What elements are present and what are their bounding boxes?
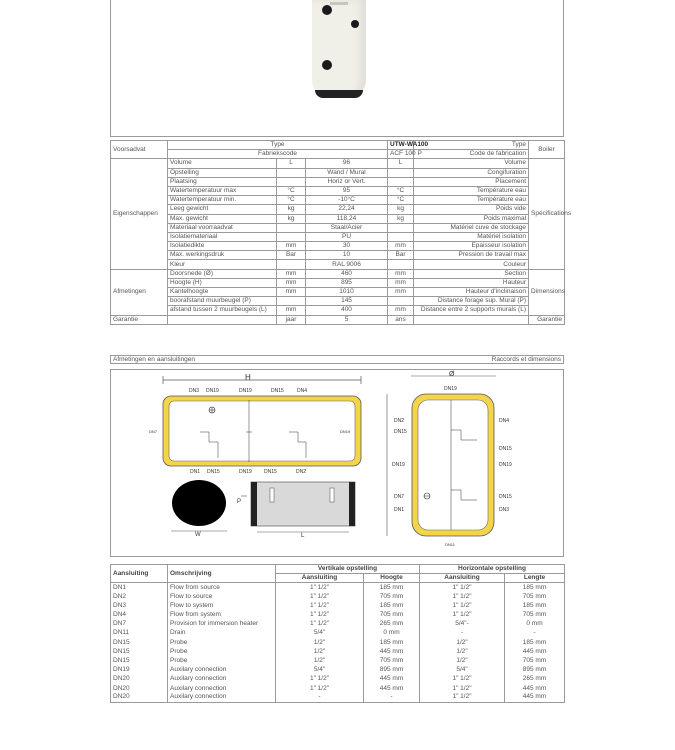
spec-label-fr: Distance entre 2 supports murals (L)	[414, 306, 529, 315]
vertical-height: 895 mm	[364, 666, 420, 675]
connection-description: Provision for immersion heater	[168, 620, 276, 629]
horizontal-connection: 1" 1/2"	[420, 675, 505, 684]
connection-dn: DN15	[111, 647, 168, 656]
horizontal-length: 185 mm	[505, 583, 565, 592]
spec-label-fr: Distance forage sup. Mural (P)	[414, 297, 529, 306]
vertical-connection: 1" 1/2"	[276, 684, 364, 693]
vertical-connection: 1/2"	[276, 647, 364, 656]
connection-label: DN15	[394, 429, 407, 435]
spec-label-fr: Matériel isolation	[414, 232, 529, 241]
spec-row	[111, 141, 565, 150]
connection-description: Probe	[168, 638, 276, 647]
spec-value: 1010	[306, 288, 388, 297]
spec-value: 22,24	[306, 205, 388, 214]
connection-label: DN15	[499, 446, 512, 452]
connection-port-icon	[322, 5, 332, 15]
spec-unit: mm	[388, 288, 414, 297]
horizontal-length: 705 mm	[505, 610, 565, 619]
vertical-connection: 1/2"	[276, 638, 364, 647]
spec-label-nl: Volume	[168, 159, 277, 168]
spec-unit: kg	[277, 205, 306, 214]
connection-label: DN15	[271, 388, 284, 394]
horizontal-length: 0 mm	[505, 620, 565, 629]
section-heading	[110, 355, 564, 364]
wall-mount-view-drawing	[237, 482, 355, 539]
vertical-connection: 1" 1/2"	[276, 601, 364, 610]
vertical-height: 445 mm	[364, 675, 420, 684]
spec-unit	[277, 232, 306, 241]
spec-unit	[277, 168, 306, 177]
spec-unit: mm	[388, 306, 414, 315]
spec-value: Horiz or Vert.	[306, 177, 388, 186]
spec-label-nl: Isolatiedikte	[168, 242, 277, 251]
horizontal-length: 445 mm	[505, 693, 565, 702]
connection-dn: DN3	[111, 601, 168, 610]
connection-label: DN1	[394, 507, 405, 513]
connection-row	[111, 684, 565, 693]
spec-label-fr: Température eau	[414, 196, 529, 205]
connection-row	[111, 638, 565, 647]
connection-label: DN2	[296, 469, 307, 475]
horizontal-connection: 1" 1/2"	[420, 693, 505, 702]
connection-description: Auxilary connection	[168, 693, 276, 702]
spec-unit: °C	[277, 196, 306, 205]
spec-label-fr: Poids maximal	[414, 214, 529, 223]
connection-row	[111, 666, 565, 675]
spec-unit	[388, 223, 414, 232]
vertical-top-label: DN19	[444, 386, 457, 392]
horizontal-length: 185 mm	[505, 638, 565, 647]
spec-unit: mm	[277, 278, 306, 287]
vertical-height: 0 mm	[364, 629, 420, 638]
technical-drawing	[110, 369, 564, 557]
spec-value: 95	[306, 186, 388, 195]
connection-row	[111, 647, 565, 656]
horizontal-length: 445 mm	[505, 647, 565, 656]
spec-label-fr: Type	[414, 141, 529, 150]
vertical-height: 185 mm	[364, 638, 420, 647]
spec-label-nl: Kantelhoogte	[168, 288, 277, 297]
horizontal-length: 185 mm	[505, 601, 565, 610]
spec-unit: °C	[277, 186, 306, 195]
connection-label: DN19	[239, 388, 252, 394]
spec-unit: mm	[388, 269, 414, 278]
spec-value: 118,24	[306, 214, 388, 223]
connection-label: DN15	[499, 494, 512, 500]
spec-label-nl: Fabriekscode	[168, 150, 388, 159]
connection-description: Flow from system	[168, 610, 276, 619]
spec-label-fr: Placement	[414, 177, 529, 186]
connection-label: DN3	[499, 507, 510, 513]
spec-value: 400	[306, 306, 388, 315]
spec-unit	[388, 168, 414, 177]
horizontal-length: 445 mm	[505, 684, 565, 693]
spec-label-nl: Opstelling	[168, 168, 277, 177]
spec-unit: kg	[388, 214, 414, 223]
col-h-lengte: Lengte	[505, 574, 565, 583]
vertical-height: 705 mm	[364, 656, 420, 665]
horizontal-connection: 1/2"	[420, 647, 505, 656]
boiler-tank-image	[312, 0, 366, 98]
connection-row	[111, 601, 565, 610]
spec-row	[111, 196, 565, 205]
connection-dn: DN7	[111, 620, 168, 629]
connection-description: Flow from source	[168, 583, 276, 592]
spec-unit: kg	[388, 205, 414, 214]
horizontal-connection: 5/4"	[420, 666, 505, 675]
spec-unit	[388, 297, 414, 306]
vertical-height: 185 mm	[364, 583, 420, 592]
spec-unit	[277, 223, 306, 232]
horizontal-length: 705 mm	[505, 656, 565, 665]
horizontal-connection: 5/4"-	[420, 620, 505, 629]
vertical-height: -	[364, 693, 420, 702]
section-title-nl: Afmetingen en aansluitingen	[113, 356, 196, 363]
vertical-height: 445 mm	[364, 647, 420, 656]
horizontal-connection: 1" 1/2"	[420, 610, 505, 619]
vertical-tank-drawing	[387, 371, 512, 547]
col-omschrijving: Omschrijving	[168, 565, 276, 583]
vertical-height: 705 mm	[364, 610, 420, 619]
horizontal-connection: 1/2"	[420, 638, 505, 647]
spec-label-fr: Pression de travail max	[414, 251, 529, 260]
spec-label-fr: Température eau	[414, 186, 529, 195]
spec-label-nl: Max. werkingsdruk	[168, 251, 277, 260]
boiler-tank-base	[315, 90, 363, 98]
vertical-connection: 5/4"	[276, 629, 364, 638]
spec-label-nl: afstand tussen 2 muurbeugels (L)	[168, 306, 277, 315]
horizontal-length: 705 mm	[505, 592, 565, 601]
spec-label-nl: Plaatsing	[168, 177, 277, 186]
spec-group-label: Eigenschappen	[111, 159, 168, 269]
spec-unit: °C	[388, 196, 414, 205]
spec-row	[111, 242, 565, 251]
connection-description: Auxilary connection	[168, 684, 276, 693]
dn19-side-label: DN19	[340, 429, 351, 434]
spec-row	[111, 150, 565, 159]
connection-dn: DN20	[111, 693, 168, 702]
spec-row	[111, 186, 565, 195]
section-title-fr: Raccords et dimensions	[491, 356, 561, 363]
connection-row	[111, 610, 565, 619]
spec-unit: ans	[388, 315, 414, 324]
spec-label-fr: Couleur	[414, 260, 529, 269]
spec-group-label-fr: Spécifications	[529, 159, 565, 269]
connection-label: DN19	[499, 462, 512, 468]
spec-label-nl: Watertemperatuur min.	[168, 196, 277, 205]
spec-label-nl: Isolatiemateriaal	[168, 232, 277, 241]
col-group-horizontal: Horizontale opstelling	[420, 565, 565, 574]
dim-phi-label: Ø	[449, 371, 455, 378]
spec-unit: jaar	[277, 315, 306, 324]
connection-description: Flow to source	[168, 592, 276, 601]
vertical-height: 265 mm	[364, 620, 420, 629]
connection-label: DN3	[189, 388, 200, 394]
connections-table	[110, 564, 565, 703]
connection-dn: DN15	[111, 638, 168, 647]
connection-label: DN7	[394, 494, 405, 500]
spec-group-label-fr: Boiler	[529, 141, 565, 159]
spec-label-blank	[168, 315, 277, 324]
spec-label-nl: Doorsnede (Ø)	[168, 269, 277, 278]
spec-row	[111, 232, 565, 241]
vertical-connection: 1" 1/2"	[276, 610, 364, 619]
horizontal-length: 895 mm	[505, 666, 565, 675]
horizontal-connection: 1" 1/2"	[420, 592, 505, 601]
spec-unit: mm	[277, 269, 306, 278]
vertical-connection: 1" 1/2"	[276, 620, 364, 629]
connection-dn: DN4	[111, 610, 168, 619]
spec-label-nl: boorafstand muurbeugel (P)	[168, 297, 277, 306]
product-photo	[110, 0, 564, 137]
connection-description: Drain	[168, 629, 276, 638]
spec-value: 895	[306, 278, 388, 287]
spec-label-nl: Materiaal voorraadvat	[168, 223, 277, 232]
connection-label: DN4	[297, 388, 308, 394]
spec-label-fr: Matériel cuve de stockage	[414, 223, 529, 232]
connection-label: DN2	[394, 418, 405, 424]
spec-unit: mm	[277, 306, 306, 315]
spec-table	[110, 140, 572, 325]
spec-unit: L	[277, 159, 306, 168]
spec-label-fr: Volume	[414, 159, 529, 168]
connection-row	[111, 583, 565, 592]
spec-unit: Bar	[277, 251, 306, 260]
spec-unit: mm	[277, 288, 306, 297]
spec-row	[111, 177, 565, 186]
spec-unit: Bar	[388, 251, 414, 260]
connection-description: Flow to system	[168, 601, 276, 610]
spec-unit	[388, 260, 414, 269]
spec-label-fr: Garantie	[529, 315, 565, 324]
spec-unit	[277, 177, 306, 186]
vertical-connection: 1" 1/2"	[276, 675, 364, 684]
spec-value: 5	[306, 315, 388, 324]
vertical-connection: 1" 1/2"	[276, 592, 364, 601]
connection-row	[111, 656, 565, 665]
spec-row	[111, 288, 565, 297]
vertical-height: 705 mm	[364, 592, 420, 601]
spec-value: Wand / Mural	[306, 168, 388, 177]
spec-row	[111, 260, 565, 269]
spec-label-fr: Hauteur	[414, 278, 529, 287]
spec-group-label-fr: Dimensions	[529, 269, 565, 315]
spec-unit	[388, 177, 414, 186]
col-group-vertical: Vertikale opstelling	[276, 565, 420, 574]
spec-label-fr: Code de fabrication	[414, 150, 529, 159]
spec-label-fr: Poids vide	[414, 205, 529, 214]
vertical-height: 445 mm	[364, 684, 420, 693]
spec-value: RAL 9006	[306, 260, 388, 269]
spec-unit	[277, 260, 306, 269]
connection-dn: DN19	[111, 666, 168, 675]
horizontal-tank-drawing	[149, 373, 361, 475]
spec-label-nl: Leeg gewicht	[168, 205, 277, 214]
horizontal-connection: -	[420, 629, 505, 638]
spec-label-nl: Type	[168, 141, 388, 150]
connection-row	[111, 629, 565, 638]
spec-value: -10°C	[306, 196, 388, 205]
dn7-side-label: DN7	[149, 429, 158, 434]
spec-label-fr: Epaisseur isolation	[414, 242, 529, 251]
horizontal-connection: 1/2"	[420, 656, 505, 665]
spec-row	[111, 168, 565, 177]
col-aansluiting: Aansluiting	[111, 565, 168, 583]
spec-label-nl: Hoogte (H)	[168, 278, 277, 287]
spec-unit: °C	[388, 186, 414, 195]
spec-value: 10	[306, 251, 388, 260]
horizontal-connection: 1" 1/2"	[420, 583, 505, 592]
spec-value: 145	[306, 297, 388, 306]
spec-label-blank	[414, 315, 529, 324]
connection-row	[111, 675, 565, 684]
spec-group-label: Voorsadvat	[111, 141, 168, 159]
connection-description: Probe	[168, 647, 276, 656]
spec-label-nl: Kleur	[168, 260, 277, 269]
col-v-hoogte: Hoogte	[364, 574, 420, 583]
vertical-bottom-label: DN11	[445, 542, 455, 547]
spec-label-fr: Section	[414, 269, 529, 278]
connection-dn: DN20	[111, 675, 168, 684]
spec-unit: L	[388, 159, 414, 168]
spec-row	[111, 278, 565, 287]
connection-row	[111, 620, 565, 629]
col-h-aansluiting: Aansluiting	[420, 574, 505, 583]
vertical-height: 185 mm	[364, 601, 420, 610]
horizontal-length: -	[505, 629, 565, 638]
spec-row	[111, 315, 565, 324]
connection-label: DN19	[392, 462, 405, 468]
spec-row	[111, 306, 565, 315]
brand-logo	[330, 2, 348, 5]
connection-description: Auxilary connection	[168, 675, 276, 684]
spec-label-fr: Congifuration	[414, 168, 529, 177]
connection-label: DN1	[190, 469, 201, 475]
connection-port-icon	[322, 60, 332, 70]
horizontal-length: 265 mm	[505, 675, 565, 684]
spec-group-label: Afmetingen	[111, 269, 168, 315]
spec-label-nl: Watertemperatuur max	[168, 186, 277, 195]
vertical-connection: 1" 1/2"	[276, 583, 364, 592]
spec-row	[111, 297, 565, 306]
vertical-connection: 1/2"	[276, 656, 364, 665]
spec-label-fr: Hauteur d'inclinaison	[414, 288, 529, 297]
dim-w-label: W	[195, 532, 201, 538]
spec-row	[111, 251, 565, 260]
connection-label: DN19	[239, 469, 252, 475]
dim-l-label: L	[301, 533, 305, 539]
spec-value: Staal/Acier	[306, 223, 388, 232]
connection-description: Probe	[168, 656, 276, 665]
connection-dn: DN20	[111, 684, 168, 693]
spec-value: UTW-WA100	[388, 141, 414, 150]
horizontal-connection: 1" 1/2"	[420, 684, 505, 693]
connection-dn: DN2	[111, 592, 168, 601]
connection-dn: DN11	[111, 629, 168, 638]
spec-value: 96	[306, 159, 388, 168]
spec-unit: mm	[388, 278, 414, 287]
connection-description: Auxilary connection	[168, 666, 276, 675]
col-v-aansluiting: Aansluiting	[276, 574, 364, 583]
spec-row	[111, 214, 565, 223]
connection-label: DN4	[499, 418, 510, 424]
side-view-drawing	[171, 480, 227, 538]
spec-value: PU	[306, 232, 388, 241]
connection-label: DN15	[207, 469, 220, 475]
spec-row	[111, 269, 565, 278]
connection-dn: DN1	[111, 583, 168, 592]
spec-unit	[388, 232, 414, 241]
spec-label-nl: Garantie	[111, 315, 168, 324]
spec-row	[111, 205, 565, 214]
dim-h-label: H	[245, 373, 251, 382]
dim-p-label: P	[237, 499, 242, 505]
vertical-connection: -	[276, 693, 364, 702]
spec-row	[111, 159, 565, 168]
connection-row	[111, 693, 565, 702]
connection-dn: DN15	[111, 656, 168, 665]
spec-unit: mm	[277, 242, 306, 251]
spec-unit	[277, 297, 306, 306]
connection-port-icon	[351, 20, 359, 28]
vertical-connection: 5/4"	[276, 666, 364, 675]
spec-value: 460	[306, 269, 388, 278]
connection-row	[111, 592, 565, 601]
spec-value: ACF 100 P	[388, 150, 414, 159]
spec-unit: kg	[277, 214, 306, 223]
spec-value: 30	[306, 242, 388, 251]
spec-unit: mm	[388, 242, 414, 251]
connection-label: DN19	[206, 388, 219, 394]
connection-label: DN15	[264, 469, 277, 475]
spec-label-nl: Max. gewicht	[168, 214, 277, 223]
horizontal-connection: 1" 1/2"	[420, 601, 505, 610]
spec-row	[111, 223, 565, 232]
